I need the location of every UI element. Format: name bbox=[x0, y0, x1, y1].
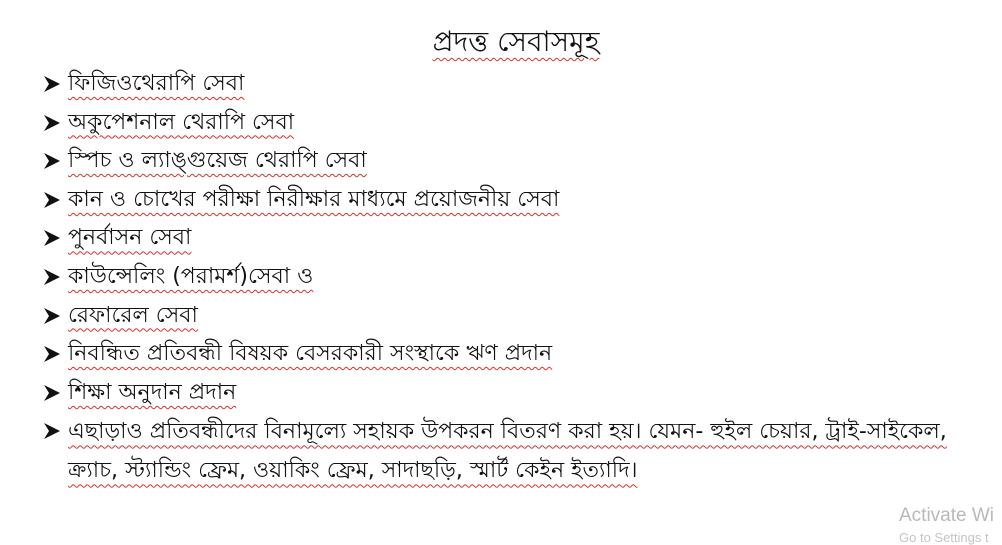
arrow-bullet-icon bbox=[40, 335, 64, 373]
activate-windows-subtext: Go to Settings t bbox=[899, 530, 989, 545]
arrow-bullet-icon bbox=[40, 104, 64, 142]
arrow-bullet-icon bbox=[40, 65, 64, 103]
list-item bbox=[40, 219, 980, 258]
list-item bbox=[40, 297, 980, 336]
list-item bbox=[40, 65, 980, 104]
list-item-text: রেফারেল সেবা bbox=[68, 302, 198, 328]
list-item-text: নিবন্ধিত প্রতিবন্ধী বিষয়ক বেসরকারী সংস্থাকে ঋণ প্রদান bbox=[68, 341, 553, 367]
list-item bbox=[40, 374, 980, 413]
arrow-bullet-icon bbox=[40, 181, 64, 219]
arrow-bullet-icon bbox=[40, 297, 64, 335]
list-item-text: কাউন্সেলিং (পরামর্শ)সেবা ও bbox=[68, 263, 314, 289]
list-item bbox=[40, 181, 980, 220]
activate-windows-watermark: Activate Wi bbox=[899, 505, 995, 526]
services-list bbox=[40, 65, 980, 490]
arrow-bullet-icon bbox=[40, 142, 64, 180]
list-item-text: অকুপেশনাল থেরাপি সেবা bbox=[68, 109, 295, 135]
list-item-text: স্পিচ ও ল্যাঙ্গুয়েজ থেরাপি সেবা bbox=[68, 148, 367, 174]
list-item-text: কান ও চোখের পরীক্ষা নিরীক্ষার মাধ্যমে প্রয়োজনীয় সেবা bbox=[68, 186, 560, 212]
list-item bbox=[40, 258, 980, 297]
list-item bbox=[40, 142, 980, 181]
arrow-bullet-icon bbox=[40, 219, 64, 257]
document-title: প্রদত্ত সেবাসমূহ bbox=[432, 25, 600, 58]
list-item-text: এছাড়াও প্রতিবন্ধীদের বিনামূল্যে সহায়ক উপকরন বিতরণ করা হয়। যেমন- হুইল চেয়ার, ট্রাই-সাইকেল, ক্র্যাচ, স্ট্যান্ডিং ফ্রেম, ওয়াকিং ফ্রেম, সাদাছড়ি, স্মার্ট কেইন ইত্যাদি। bbox=[68, 419, 947, 484]
arrow-bullet-icon bbox=[40, 412, 64, 450]
arrow-bullet-icon bbox=[40, 374, 64, 412]
list-item-text: ফিজিওথেরাপি সেবা bbox=[68, 71, 245, 96]
list-item bbox=[40, 335, 980, 374]
list-item bbox=[40, 412, 980, 490]
list-item-text: শিক্ষা অনুদান প্রদান bbox=[68, 379, 237, 405]
list-item bbox=[40, 104, 980, 143]
list-item-text: পুনর্বাসন সেবা bbox=[68, 225, 192, 251]
arrow-bullet-icon bbox=[40, 258, 64, 296]
